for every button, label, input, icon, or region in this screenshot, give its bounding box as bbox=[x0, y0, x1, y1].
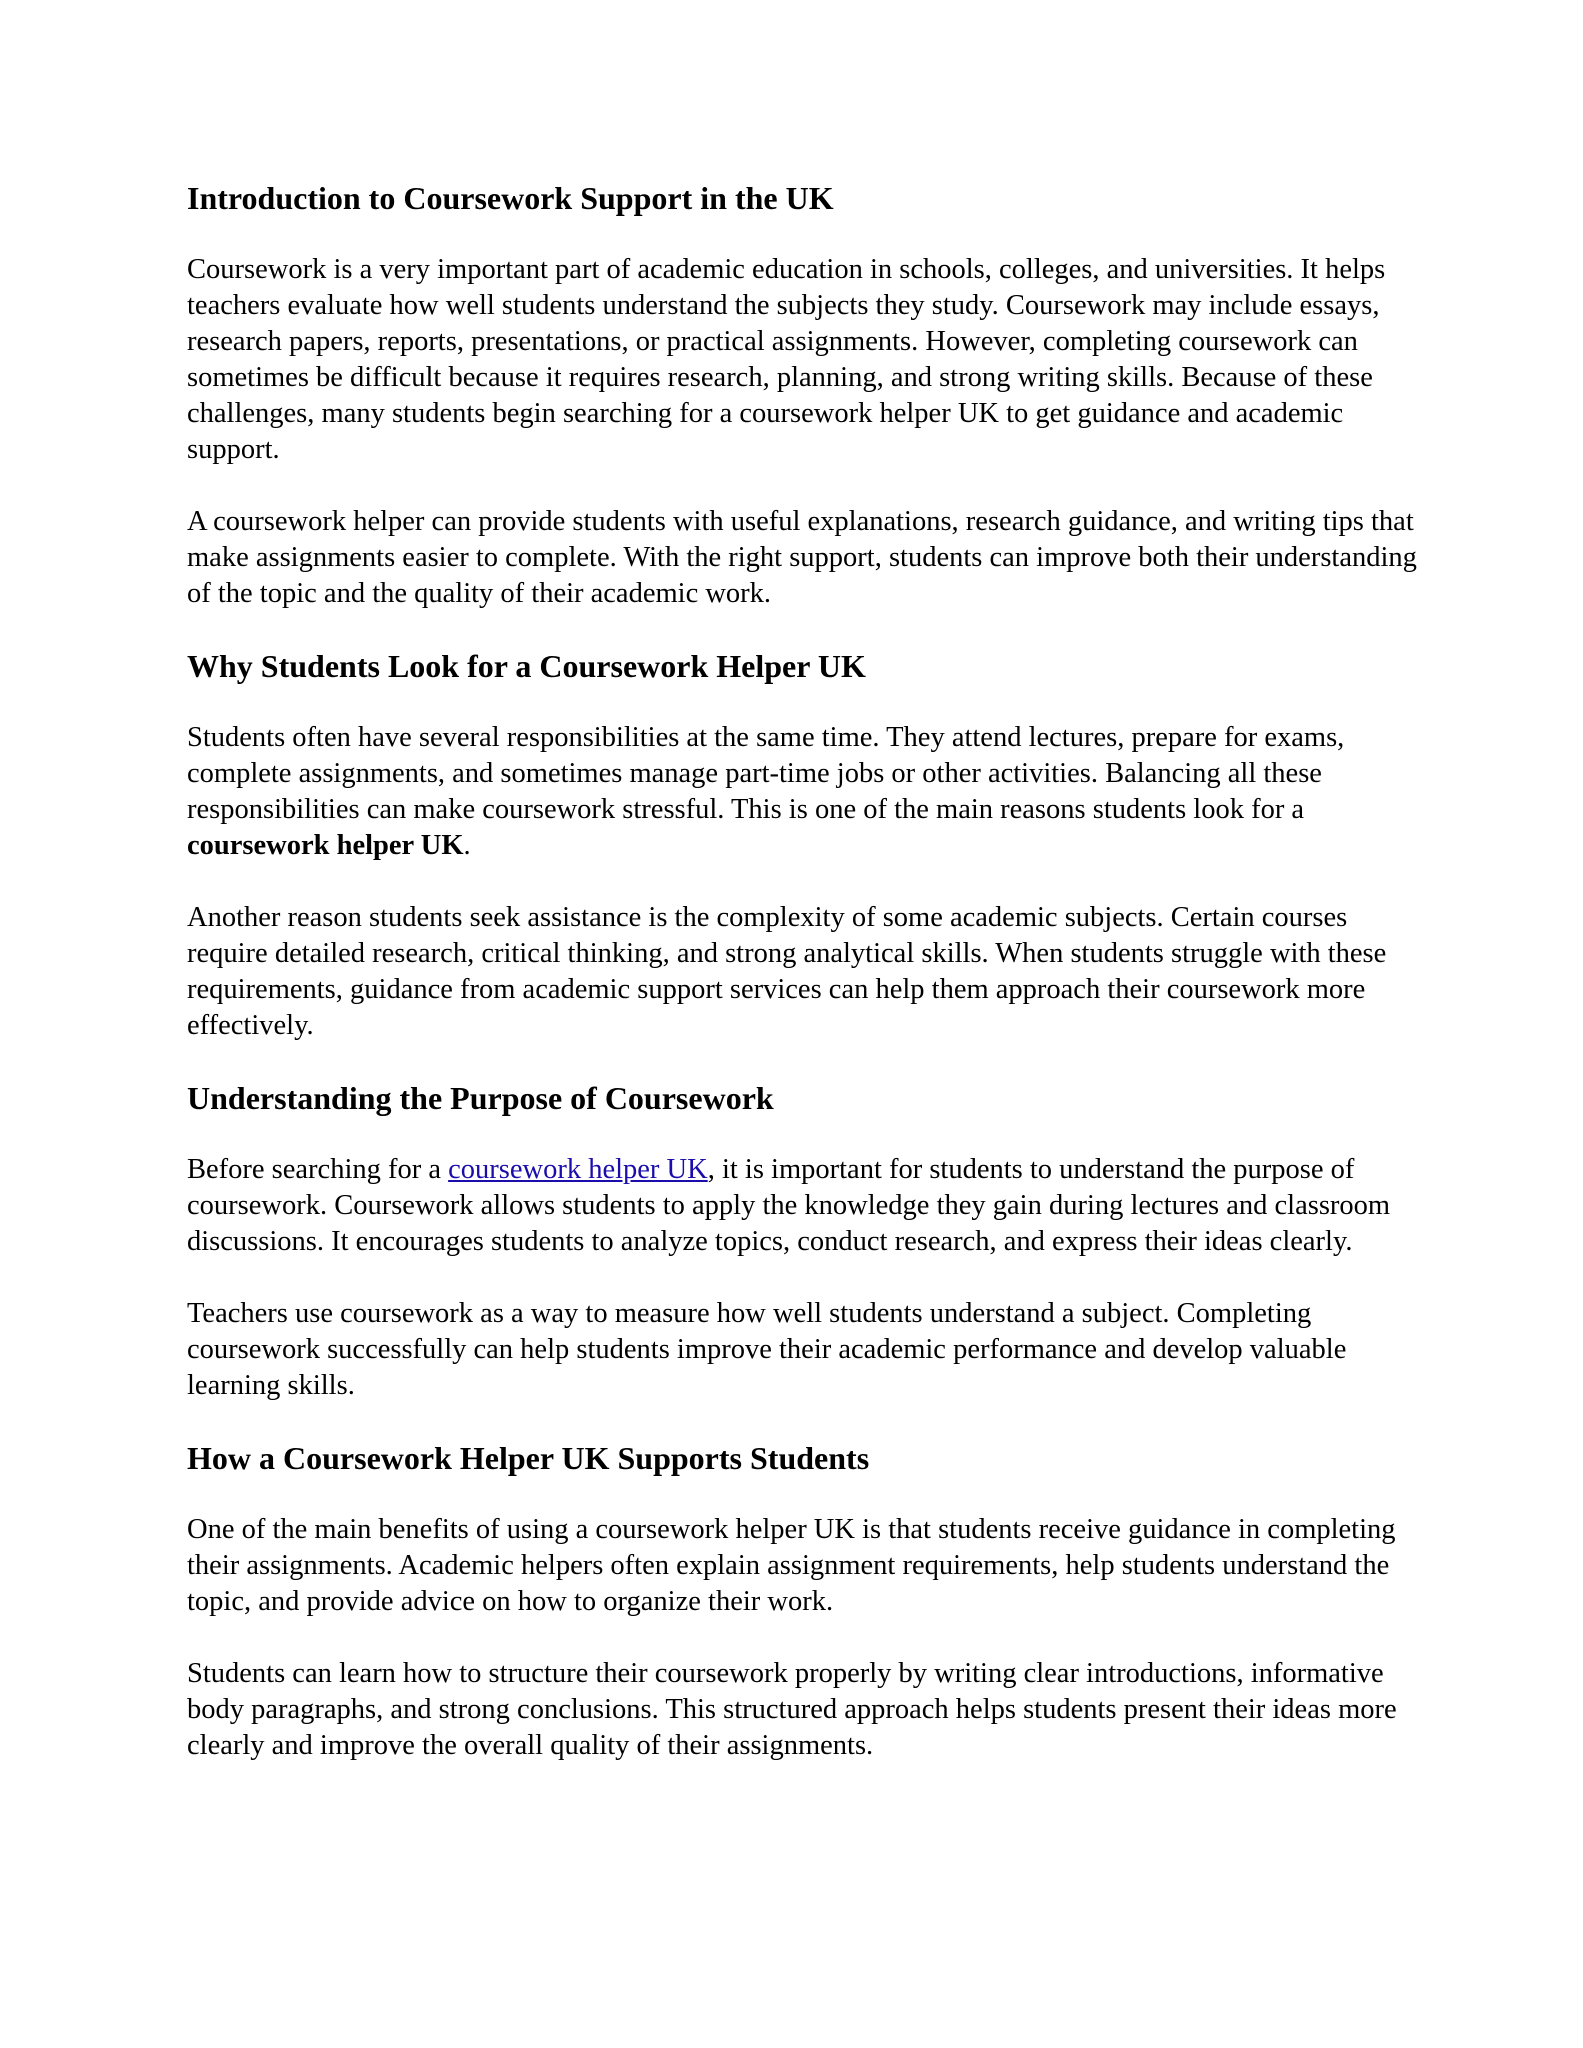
section-heading-why-students: Why Students Look for a Coursework Helper UK bbox=[187, 648, 866, 684]
why-paragraph-1-end: . bbox=[463, 830, 471, 861]
why-paragraph-1 bbox=[187, 720, 1417, 864]
supports-paragraph-2: Students can learn how to structure their coursework properly by writing clear introductions, informative body paragraphs, and strong conclusions. This structured approach helps students present their ideas more clearly and improve the overall quality of their assignments. bbox=[187, 1658, 1397, 1761]
section-heading-purpose: Understanding the Purpose of Coursework bbox=[187, 1080, 774, 1116]
purpose-paragraph-1-after: , it is important for students to understand the purpose of coursework. Coursework allows students to apply the knowledge they gain during lectures and classroom discussions. It encourages students to analyze topics, conduct research, and express their ideas clearly. bbox=[187, 1154, 1391, 1257]
document-page bbox=[187, 178, 1417, 1764]
why-paragraph-1-text: Students often have several responsibilities at the same time. They attend lectures, prepare for exams, complete assignments, and sometimes manage part-time jobs or other activities. Balancing all these responsibilities can make coursework stressful. This is one of the main reasons students look for a bbox=[187, 722, 1345, 825]
intro-paragraph-1: Coursework is a very important part of academic education in schools, colleges, and universities. It helps teachers evaluate how well students understand the subjects they study. Coursework may include essays, research papers, reports, presentations, or practical assignments. However, completing coursework can sometimes be difficult because it requires research, planning, and strong writing skills. Because of these challenges, many students begin searching for a coursework helper UK to get guidance and academic support. bbox=[187, 254, 1386, 465]
supports-paragraph-1: One of the main benefits of using a coursework helper UK is that students receive guidance in completing their assignments. Academic helpers often explain assignment requirements, help students understand the topic, and provide advice on how to organize their work. bbox=[187, 1514, 1396, 1617]
purpose-paragraph-1-before: Before searching for a bbox=[187, 1154, 449, 1185]
purpose-paragraph-1 bbox=[187, 1152, 1417, 1260]
intro-paragraph-2: A coursework helper can provide students with useful explanations, research guidance, and writing tips that make assignments easier to complete. With the right support, students can improve both their understanding of the topic and the quality of their academic work. bbox=[187, 506, 1417, 609]
section-heading-how-supports: How a Coursework Helper UK Supports Students bbox=[187, 1440, 870, 1476]
purpose-paragraph-2: Teachers use coursework as a way to measure how well students understand a subject. Completing coursework successfully can help students improve their academic performance and develop valuable learning skills. bbox=[187, 1298, 1347, 1401]
coursework-helper-link[interactable]: coursework helper UK bbox=[448, 1154, 708, 1185]
why-paragraph-2: Another reason students seek assistance is the complexity of some academic subjects. Certain courses require detailed research, critical thinking, and strong analytical skills. When students struggle with these requirements, guidance from academic support services can help them approach their coursework more effectively. bbox=[187, 902, 1387, 1041]
why-paragraph-1-bold: coursework helper UK bbox=[187, 830, 464, 861]
section-heading-introduction: Introduction to Coursework Support in the UK bbox=[187, 180, 834, 216]
